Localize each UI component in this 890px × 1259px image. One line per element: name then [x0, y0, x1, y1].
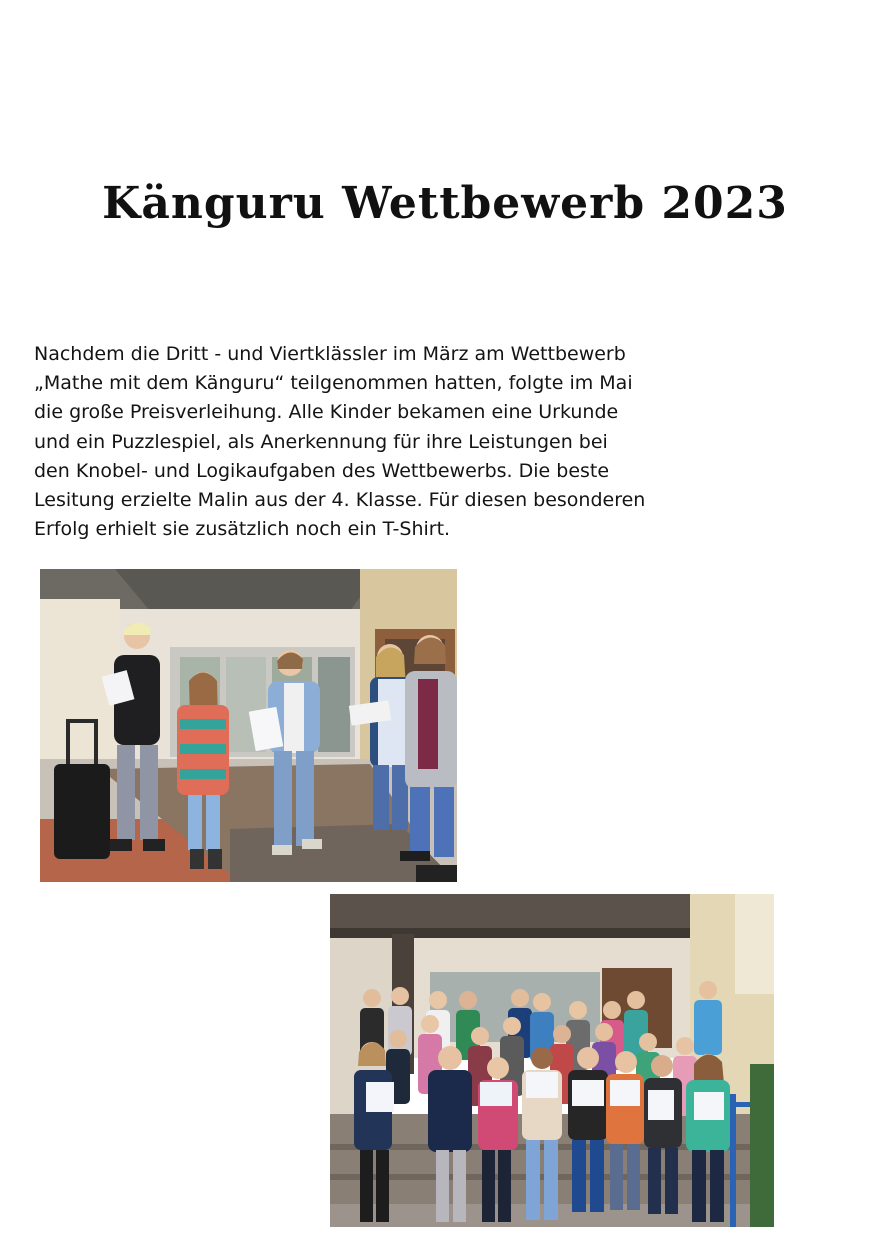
award-ceremony-illustration [40, 569, 457, 882]
award-ceremony-photo [40, 569, 457, 882]
page-title: Känguru Wettbewerb 2023 [102, 178, 788, 229]
group-illustration [330, 894, 774, 1227]
article-body [34, 340, 890, 544]
group-photo [330, 894, 774, 1227]
body-line: Nachdem die Dritt - und Viertklässler im März am Wettbewerb [34, 343, 626, 365]
body-line: Lesitung erzielte Malin aus der 4. Klasse. Für diesen besonderen [34, 489, 646, 512]
body-line: den Knobel- und Logikaufgaben des Wettbewerbs. Die beste [34, 459, 610, 482]
body-line: „Mathe mit dem Känguru“ teilgenommen hatten, folgte im Mai [34, 372, 633, 395]
body-line: Erfolg erhielt sie zusätzlich noch ein T-Shirt. [34, 518, 451, 541]
body-line: und ein Puzzlespiel, als Anerkennung für ihre Leistungen bei [34, 430, 608, 453]
body-line: die große Preisverleihung. Alle Kinder bekamen eine Urkunde [34, 401, 619, 424]
